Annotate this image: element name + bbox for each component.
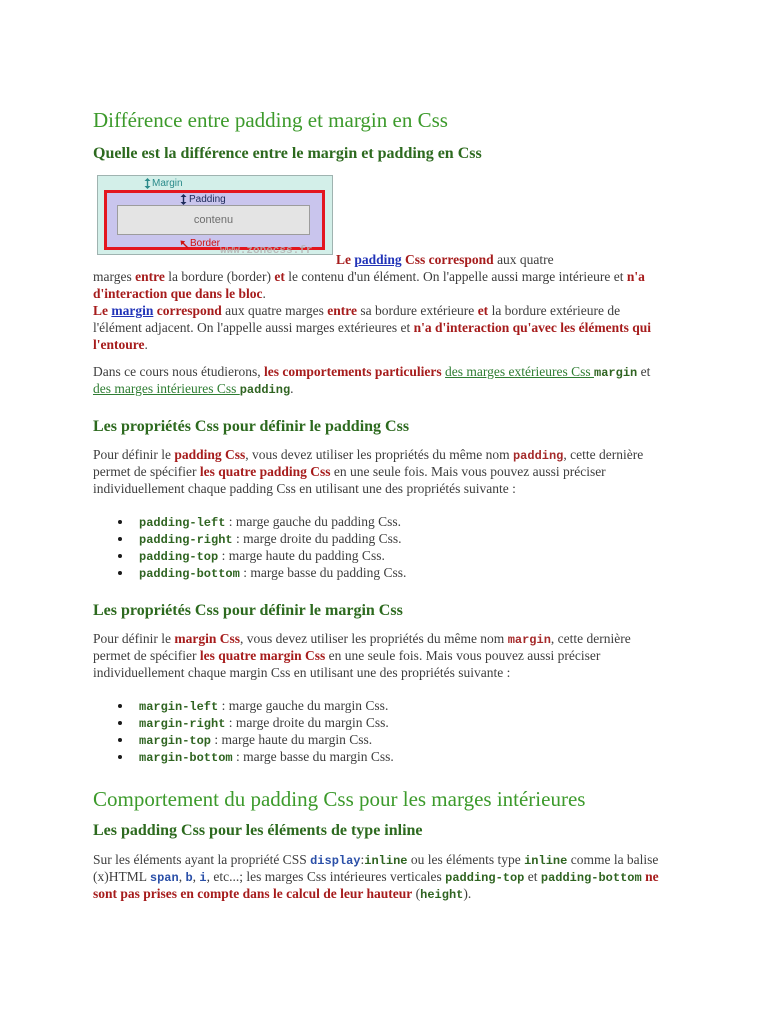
code-snippet: margin <box>507 633 551 647</box>
margin-label: Margin <box>152 178 183 189</box>
text-run: ou les éléments type <box>407 852 525 867</box>
text-run: , cette dernière permet de spécifier <box>93 447 644 479</box>
content-box <box>117 205 310 235</box>
margin-properties-paragraph <box>93 630 668 681</box>
text-run: : <box>360 852 365 867</box>
text-run: et <box>524 869 541 884</box>
code-snippet: padding <box>239 383 291 397</box>
text-run: Pour définir le <box>93 631 175 646</box>
list-item <box>139 748 668 765</box>
code-snippet: padding-top <box>445 871 525 885</box>
property-name: padding-bottom <box>139 567 240 581</box>
text-run: en une seule fois. Mais vous pouvez aussi préciser individuellement chaque margin Css en utilisant une des propriétés suivante : <box>93 648 601 680</box>
text-run: Dans ce cours nous étudierons, <box>93 364 264 379</box>
list-item <box>139 547 668 564</box>
section-heading-padding-properties: Les propriétés Css pour définir le padding Css <box>93 418 410 435</box>
emphasis-text: entre <box>135 269 165 284</box>
margin-definition-paragraph <box>93 302 668 353</box>
emphasis-text: les quatre margin Css <box>199 648 326 663</box>
property-description: : marge droite du margin Css. <box>225 715 389 730</box>
page-title: Différence entre padding et margin en Css <box>93 108 448 132</box>
property-name: padding-top <box>139 550 219 564</box>
property-name: margin-bottom <box>139 751 233 765</box>
emphasis-text: ne sont pas prises en compte dans le calcul de leur hauteur <box>93 869 659 901</box>
padding-arrow-icon <box>180 194 187 205</box>
property-name: padding-left <box>139 516 226 530</box>
list-item <box>139 530 668 547</box>
emphasis-text: et <box>274 269 285 284</box>
section-heading-margin-properties: Les propriétés Css pour définir le margin Css <box>93 602 403 619</box>
inline-link[interactable]: des marges intérieures Css <box>93 381 240 396</box>
property-name: margin-right <box>139 717 226 731</box>
emphasis-text: Css correspond <box>401 252 494 267</box>
text-run: ( <box>412 886 421 901</box>
inline-link[interactable]: margin <box>111 303 154 318</box>
text-run: , etc...; les marges Css intérieures verticales <box>206 869 446 884</box>
content-label: contenu <box>193 214 234 226</box>
property-description: : marge basse du padding Css. <box>239 565 407 580</box>
code-snippet: padding-bottom <box>540 871 642 885</box>
text-run: comme la balise (x)HTML <box>93 852 659 884</box>
text-run: , cette dernière permet de spécifier <box>93 631 631 663</box>
code-snippet: span <box>149 871 179 885</box>
emphasis-text: les comportements particuliers <box>263 364 442 379</box>
inline-link[interactable]: des marges extérieures Css <box>445 364 595 379</box>
list-item <box>139 564 668 581</box>
emphasis-text: les quatre padding Css <box>199 464 331 479</box>
text-run: la bordure extérieure de l'élément adjacent. On l'appelle aussi marges extérieures et <box>93 303 621 335</box>
emphasis-text: correspond <box>153 303 222 318</box>
text-run: sa bordure extérieure <box>356 303 478 318</box>
emphasis-text: margin Css <box>174 631 240 646</box>
text-run: et <box>637 364 651 379</box>
text-run: marges <box>93 269 136 284</box>
text-run: aux quatre marges <box>221 303 328 318</box>
emphasis-text: n'a d'interaction que dans le bloc <box>93 269 645 301</box>
list-item <box>139 731 668 748</box>
code-snippet: b <box>185 871 193 885</box>
emphasis-text: et <box>477 303 489 318</box>
code-snippet: i <box>199 871 207 885</box>
text-run: la bordure (border) <box>164 269 275 284</box>
text-run: , <box>192 869 200 884</box>
margin-arrow-icon <box>144 178 151 189</box>
list-item <box>139 714 668 731</box>
margin-properties-list <box>93 697 668 765</box>
border-arrow-icon <box>180 240 189 249</box>
article <box>93 0 668 902</box>
emphasis-text: entre <box>327 303 357 318</box>
text-run: en une seule fois. Mais vous pouvez aussi préciser individuellement chaque padding Css en utilisant une des propriétés suivante : <box>93 464 606 496</box>
inline-padding-paragraph <box>93 851 668 902</box>
list-item <box>139 513 668 530</box>
padding-label: Padding <box>189 194 226 205</box>
emphasis-text: n'a d'interaction qu'avec les éléments qui l'entoure <box>93 320 651 352</box>
property-description: : marge haute du margin Css. <box>211 732 373 747</box>
property-description: : marge basse du margin Css. <box>232 749 394 764</box>
text-run: . <box>262 286 266 301</box>
emphasis-text: Le <box>336 252 355 267</box>
text-run: . <box>290 381 294 396</box>
property-name: margin-left <box>139 700 219 714</box>
text-run: , vous devez utiliser les propriétés du même nom <box>240 631 508 646</box>
course-scope-paragraph <box>93 363 668 397</box>
text-run: aux quatre <box>493 252 554 267</box>
list-item <box>139 697 668 714</box>
text-run: Sur les éléments ayant la propriété CSS <box>93 852 311 867</box>
property-name: padding-right <box>139 533 233 547</box>
padding-properties-paragraph <box>93 446 668 497</box>
text-run: , <box>178 869 186 884</box>
padding-properties-list <box>93 513 668 581</box>
code-snippet: inline <box>524 854 568 868</box>
property-name: margin-top <box>139 734 212 748</box>
inline-link[interactable]: padding <box>354 252 402 267</box>
property-description: : marge gauche du margin Css. <box>218 698 389 713</box>
text-run: , vous devez utiliser les propriétés du même nom <box>245 447 513 462</box>
section-title-padding-behavior: Comportement du padding Css pour les marges intérieures <box>93 787 586 811</box>
padding-definition-paragraph <box>93 175 668 302</box>
text-run: Pour définir le <box>93 447 175 462</box>
property-description: : marge gauche du padding Css. <box>225 514 402 529</box>
section-heading-inline-elements: Les padding Css pour les éléments de type inline <box>93 822 423 839</box>
property-description: : marge droite du padding Css. <box>232 531 402 546</box>
code-snippet: padding <box>512 449 564 463</box>
text-run: le contenu d'un élément. On l'appelle aussi marge intérieure et <box>284 269 627 284</box>
watermark: www.zonecss.fr <box>220 245 313 255</box>
code-snippet: display <box>310 854 361 868</box>
property-description: : marge haute du padding Css. <box>218 548 385 563</box>
text-run: . <box>144 337 148 352</box>
code-snippet: margin <box>594 366 638 380</box>
section-heading-difference: Quelle est la différence entre le margin et padding en Css <box>93 145 482 162</box>
emphasis-text: padding Css <box>174 447 246 462</box>
code-snippet: inline <box>364 854 408 868</box>
code-snippet: height <box>420 888 464 902</box>
text-run: ). <box>463 886 472 901</box>
border-label: Border <box>190 238 221 249</box>
box-model-diagram <box>97 175 333 255</box>
emphasis-text: Le <box>93 303 112 318</box>
